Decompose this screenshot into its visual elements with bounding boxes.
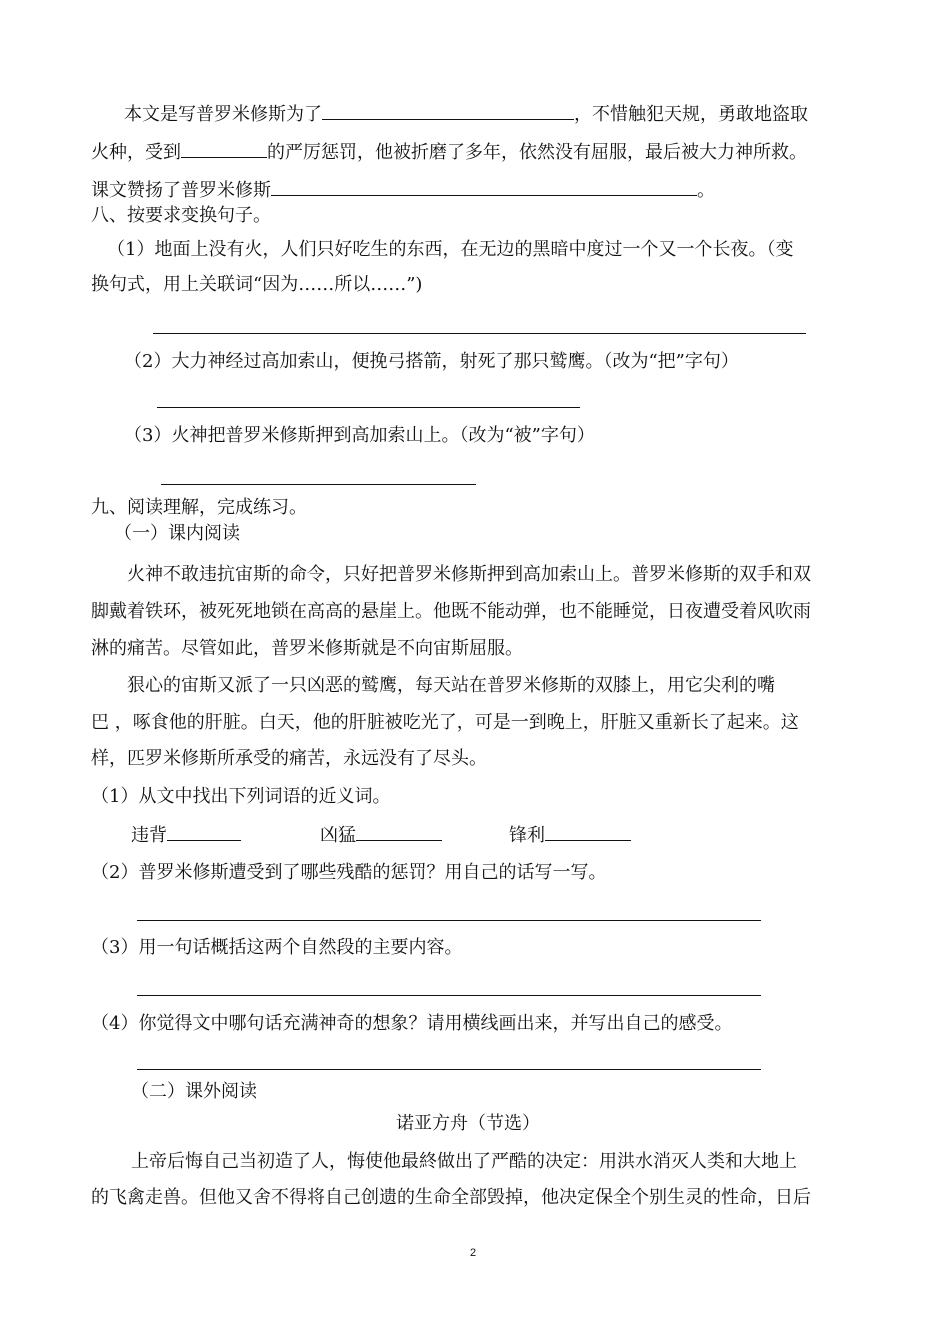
answer-line[interactable] (153, 333, 806, 334)
passage-line: 狠心的宙斯又派了一只凶恶的鹫鹰，每天站在普罗米修斯的双膝上，用它尖利的嘴 (127, 675, 775, 696)
answer-blank[interactable] (356, 822, 442, 841)
answer-blank[interactable] (181, 139, 267, 158)
passage-line: 脚戴着铁环，被死死地锁在高高的悬崖上。他既不能动弹，也不能睡觉，日夜遭受着风吹雨 (91, 601, 811, 622)
story-line: 上帝后悔自己当初造了人，悔使他最終做出了严酷的决定：用洪水消灭人类和大地上 (131, 1151, 797, 1172)
answer-blank[interactable] (545, 822, 631, 841)
answer-blank[interactable] (271, 177, 697, 196)
synonym-row (320, 822, 442, 846)
story-line: 的飞禽走兽。但他又舍不得将自己创遗的生命全部毁掉，他决定保全个别生灵的性命，日后 (91, 1187, 811, 1208)
answer-line[interactable] (157, 407, 580, 408)
summary-line-1 (124, 101, 808, 125)
summary-text: 。 (697, 180, 715, 201)
answer-line[interactable] (137, 920, 761, 921)
summary-text: 的严厉惩罚，他被折磨了多年，依然没有屈服，最后被大力神所救。 (267, 142, 807, 163)
section-9-title: 九、阅读理解，完成练习。 (91, 497, 307, 518)
summary-text: 火种，受到 (91, 142, 181, 163)
section-8-question-1: （1）地面上没有火，人们只好吃生的东西，在无边的黑暗中度过一个又一个长夜。（变 (107, 239, 794, 260)
passage-line: 巴 ，啄食他的肝脏。白天，他的肝脏被吃光了，可是一到晚上，肝脏又重新长了起来。这 (91, 712, 799, 733)
section-8-question-3: （3）火神把普罗米修斯押到高加索山上。（改为“被”字句） (124, 425, 595, 446)
section-8-question-2: （2）大力神经过高加索山，便挽弓搭箭，射死了那只鹫鹰。（改为“把”字句） (124, 351, 739, 372)
passage-line: 样，匹罗米修斯所承受的痛苦，永远没有了尽头。 (91, 748, 487, 769)
reading-question-3: （3）用一句话概括这两个自然段的主要内容。 (91, 937, 463, 958)
answer-blank[interactable] (167, 822, 241, 841)
reading-question-4: （4）你觉得文中哪句话充满神奇的想象？请用横线画出来，并写出自己的感受。 (91, 1013, 733, 1034)
summary-line-2 (91, 139, 807, 163)
part-2-title: （二）课外阅读 (131, 1081, 257, 1102)
synonym-word: 违背 (131, 825, 167, 846)
answer-line[interactable] (137, 995, 761, 996)
passage-line: 淋的痛苦。尽管如此，普罗米修斯就是不向宙斯屈服。 (91, 638, 523, 659)
page-number: 2 (470, 1247, 477, 1259)
story-title: 诺亚方舟（节选） (396, 1113, 540, 1134)
summary-text: 课文赞扬了普罗米修斯 (91, 180, 271, 201)
answer-blank[interactable] (322, 101, 574, 120)
synonym-word: 凶猛 (320, 825, 356, 846)
answer-line[interactable] (161, 484, 476, 485)
synonym-word: 锋利 (509, 825, 545, 846)
synonym-row (131, 822, 241, 846)
answer-line[interactable] (137, 1069, 761, 1070)
synonym-row (509, 822, 631, 846)
reading-question-2: （2）普罗米修斯遭受到了哪些残酷的惩罚？用自己的话写一写。 (91, 862, 607, 883)
section-8-question-1-cont: 换句式，用上关联词“因为……所以……”) (91, 274, 423, 295)
summary-text: ，不惜触犯天规，勇敢地盗取 (574, 104, 808, 125)
part-1-title: （一）课内阅读 (114, 523, 240, 544)
summary-text: 本文是写普罗米修斯为了 (124, 104, 322, 125)
passage-line: 火神不敢违抗宙斯的命令，只好把普罗米修斯押到高加索山上。普罗米修斯的双手和双 (127, 564, 811, 585)
section-8-title: 八、按要求变换句子。 (91, 205, 271, 226)
reading-question-1: （1）从文中找出下列词语的近义词。 (91, 786, 391, 807)
summary-line-3 (91, 177, 715, 201)
